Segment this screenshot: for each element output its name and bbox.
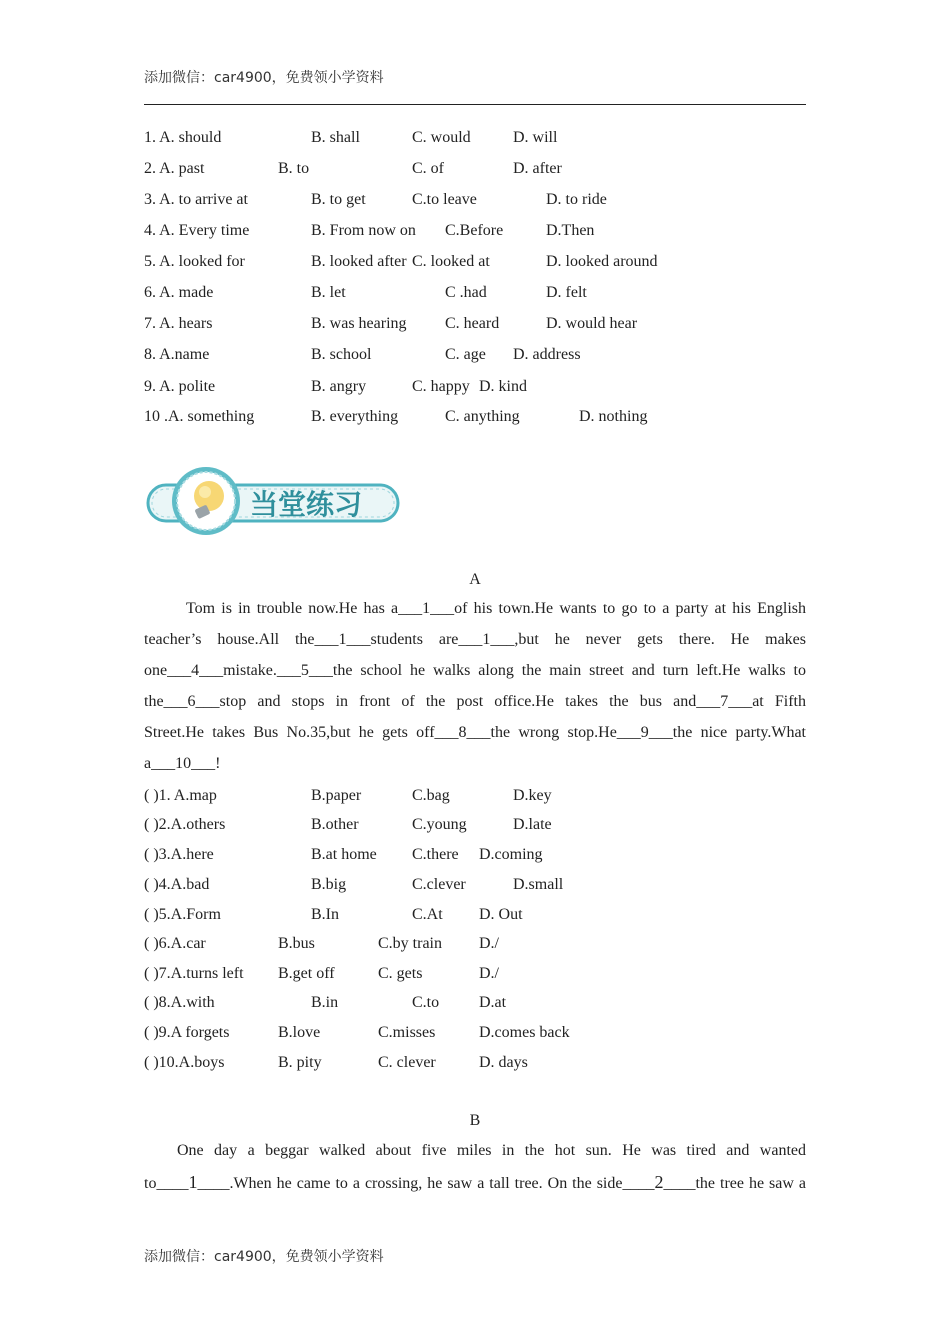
passage-line: the___6___stop and stops in front of the post office.He takes the bus and___7___at Fifth (144, 693, 806, 710)
option-item: C.to (412, 994, 440, 1011)
section-a-heading: A (469, 571, 481, 588)
option-item: B.paper (311, 787, 362, 804)
header-rule (144, 104, 806, 105)
option-item: C.bag (412, 787, 450, 804)
option-item: C.young (412, 816, 467, 833)
option-item: C. gets (378, 965, 423, 982)
option-item: D.key (513, 787, 552, 804)
option-item: 2. A. past (144, 160, 205, 177)
option-item: C. happy (412, 378, 470, 395)
banner-title: 当堂练习 (250, 488, 363, 521)
option-item: ( )6.A.car (144, 935, 206, 952)
option-item: ( )3.A.here (144, 846, 214, 863)
option-item: D./ (479, 935, 499, 952)
option-item: C.At (412, 906, 443, 923)
option-item: B.get off (278, 965, 335, 982)
option-item: 4. A. Every time (144, 222, 250, 239)
option-item: ( )9.A forgets (144, 1024, 230, 1041)
passage-line: one___4___mistake.___5___the school he walks along the main street and turn left.He walks to (144, 662, 806, 679)
option-item: D. will (513, 129, 558, 146)
option-item: C. age (445, 346, 486, 363)
option-item: 3. A. to arrive at (144, 191, 248, 208)
option-item: B. to get (311, 191, 366, 208)
option-item: B.bus (278, 935, 315, 952)
passage-segment: ____the tree he saw a (663, 1175, 807, 1192)
option-item: C.misses (378, 1024, 436, 1041)
option-item: C. clever (378, 1054, 436, 1071)
option-item: B.In (311, 906, 339, 923)
option-item: B. to (278, 160, 310, 177)
option-item: D.at (479, 994, 507, 1011)
option-item: B.in (311, 994, 339, 1011)
option-item: ( )8.A.with (144, 994, 215, 1011)
passage-line (144, 1172, 806, 1193)
option-item: D. Out (479, 906, 523, 923)
option-item: 9. A. polite (144, 378, 216, 395)
option-item: ( )7.A.turns left (144, 965, 244, 982)
option-item: B. angry (311, 378, 367, 395)
option-item: 6. A. made (144, 284, 214, 301)
page-footer: 添加微信：car4900，免费领小学资料 (144, 1249, 384, 1265)
option-item: B. pity (278, 1054, 322, 1071)
option-item: 7. A. hears (144, 315, 213, 332)
option-item: B. shall (311, 129, 360, 146)
option-item: C. would (412, 129, 471, 146)
passage-line: teacher’s house.All the___1___students are___1___,but he never gets there. He makes (144, 631, 806, 648)
option-item: ( )2.A.others (144, 816, 226, 833)
option-item: D./ (479, 965, 499, 982)
option-item: ( )1. A.map (144, 787, 217, 804)
option-item: D.Then (546, 222, 595, 239)
option-item: D.late (513, 816, 552, 833)
option-item: D.coming (479, 846, 543, 863)
option-item: ( )4.A.bad (144, 876, 210, 893)
passage-segment: to____ (144, 1175, 189, 1192)
lightbulb-icon (172, 467, 240, 535)
option-item: B.big (311, 876, 347, 893)
option-item: C. heard (445, 315, 500, 332)
option-item: D. to ride (546, 191, 607, 208)
option-item: 1. A. should (144, 129, 222, 146)
page-header: 添加微信：car4900，免费领小学资料 (144, 70, 384, 86)
passage-line: Tom is in trouble now.He has a___1___of his town.He wants to go to a party at his English (186, 600, 806, 617)
option-item: B.at home (311, 846, 377, 863)
section-banner (144, 463, 404, 541)
passage-line: One day a beggar walked about five miles in the hot sun. He was tired and wanted (177, 1142, 806, 1159)
option-item: 10 .A. something (144, 408, 255, 425)
blank-number: 2 (654, 1172, 664, 1192)
option-item: C.clever (412, 876, 466, 893)
option-item: D. nothing (579, 408, 648, 425)
option-item: D. after (513, 160, 562, 177)
option-item: 8. A.name (144, 346, 210, 363)
section-b-heading: B (469, 1112, 481, 1129)
option-item: B. looked after (311, 253, 407, 270)
passage-line: a___10___! (144, 755, 221, 772)
blank-number: 1 (188, 1172, 198, 1192)
option-item: B. was hearing (311, 315, 407, 332)
option-item: D. days (479, 1054, 528, 1071)
option-item: 5. A. looked for (144, 253, 245, 270)
option-item: C. looked at (412, 253, 490, 270)
option-item: C.there (412, 846, 459, 863)
option-item: B. let (311, 284, 346, 301)
option-item: D.small (513, 876, 564, 893)
option-item: B.other (311, 816, 359, 833)
option-item: ( )5.A.Form (144, 906, 221, 923)
option-item: B. everything (311, 408, 399, 425)
option-item: C.by train (378, 935, 442, 952)
option-item: ( )10.A.boys (144, 1054, 225, 1071)
option-item: C. anything (445, 408, 520, 425)
option-item: D.comes back (479, 1024, 570, 1041)
option-item: C. of (412, 160, 444, 177)
option-item: D. looked around (546, 253, 658, 270)
option-item: B. school (311, 346, 372, 363)
option-item: C.to leave (412, 191, 477, 208)
option-item: D. kind (479, 378, 527, 395)
option-item: D. felt (546, 284, 587, 301)
option-item: C .had (445, 284, 487, 301)
option-item: C.Before (445, 222, 504, 239)
option-item: B.love (278, 1024, 321, 1041)
option-item: B. From now on (311, 222, 416, 239)
option-item: D. would hear (546, 315, 638, 332)
passage-segment: ____.When he came to a crossing, he saw a tall tree. On the side____ (197, 1175, 655, 1192)
option-item: D. address (513, 346, 581, 363)
passage-line: Street.He takes Bus No.35,but he gets off___8___the wrong stop.He___9___the nice party.What (144, 724, 806, 741)
